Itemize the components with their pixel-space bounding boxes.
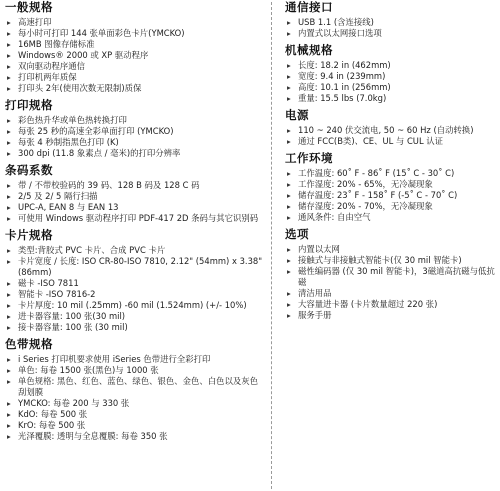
column-divider bbox=[271, 2, 272, 489]
spec-item: ▸ USB 1.1 (含连接线) bbox=[284, 17, 496, 28]
spec-item: ▸ 光泽覆膜: 透明与全息覆膜: 每卷 350 张 bbox=[4, 431, 266, 442]
spec-list bbox=[284, 17, 496, 39]
spec-item: ▸ 重量: 15.5 lbs (7.0kg) bbox=[284, 93, 496, 104]
spec-item: ▸ 接卡器容量: 100 张 (30 mil) bbox=[4, 322, 266, 333]
spec-item: ▸ 通过 FCC(B类)、CE、UL 与 CUL 认证 bbox=[284, 136, 496, 147]
left-column bbox=[4, 0, 266, 446]
spec-item: ▸ 高速打印 bbox=[4, 17, 266, 28]
section-title: 色带规格 bbox=[5, 337, 53, 351]
section-environment bbox=[284, 151, 496, 223]
spec-list bbox=[4, 354, 266, 442]
section-title: 通信接口 bbox=[285, 0, 333, 14]
section-ribbon bbox=[4, 337, 266, 442]
spec-item: ▸ KrO: 每卷 500 张 bbox=[4, 420, 266, 431]
spec-list bbox=[284, 168, 496, 223]
section-title: 电源 bbox=[285, 108, 309, 122]
spec-item: ▸ 工作温度: 60˚ F - 86˚ F (15˚ C - 30˚ C) bbox=[284, 168, 496, 179]
right-column bbox=[284, 0, 496, 325]
spec-item: ▸ 服务手册 bbox=[284, 310, 496, 321]
section-card bbox=[4, 228, 266, 333]
spec-item: ▸ 磁性编码器 (仅 30 mil 智能卡)，3磁道高抗磁与低抗磁 bbox=[284, 266, 496, 288]
spec-item: ▸ i Series 打印机要求使用 iSeries 色带进行全彩打印 bbox=[4, 354, 266, 365]
spec-item: ▸ 宽度: 9.4 in (239mm) bbox=[284, 71, 496, 82]
spec-item: ▸ 磁卡 -ISO 7811 bbox=[4, 278, 266, 289]
spec-item: ▸ 可使用 Windows 驱动程序打印 PDF-417 2D 条码与其它识别码 bbox=[4, 213, 266, 224]
spec-item: ▸ 单色规格: 黑色、红色、蓝色、绿色、银色、金色、白色以及灰色 刮划膜 bbox=[4, 376, 266, 398]
section-title: 条码系数 bbox=[5, 163, 53, 177]
spec-item: ▸ 接触式与非接触式智能卡(仅 30 mil 智能卡) bbox=[284, 255, 496, 266]
spec-item: ▸ 类型:背胶式 PVC 卡片、合成 PVC 卡片 bbox=[4, 245, 266, 256]
spec-item: ▸ 卡片厚度: 10 mil (.25mm) -60 mil (1.524mm) (+/- 10%) bbox=[4, 300, 266, 311]
spec-item: ▸ 双向驱动程序通信 bbox=[4, 61, 266, 72]
spec-item: ▸ 清洁用品 bbox=[284, 288, 496, 299]
spec-item: ▸ 打印机两年质保 bbox=[4, 72, 266, 83]
section-title: 工作环境 bbox=[285, 151, 333, 165]
spec-item: ▸ 工作湿度: 20% - 65%，无冷凝现象 bbox=[284, 179, 496, 190]
section-printing bbox=[4, 98, 266, 159]
spec-item: ▸ 通风条件: 自由空气 bbox=[284, 212, 496, 223]
spec-item: ▸ YMCKO: 每卷 200 与 330 张 bbox=[4, 398, 266, 409]
spec-list bbox=[284, 244, 496, 321]
spec-item: ▸ 内置式以太网接口选项 bbox=[284, 28, 496, 39]
spec-item: ▸ Windows® 2000 或 XP 驱动程序 bbox=[4, 50, 266, 61]
spec-item: ▸ 打印头 2年(使用次数无限制)质保 bbox=[4, 83, 266, 94]
section-title: 打印规格 bbox=[5, 98, 53, 112]
section-options bbox=[284, 227, 496, 321]
spec-item: ▸ 16MB 图像存储标准 bbox=[4, 39, 266, 50]
spec-item: ▸ 每小时可打印 144 张单面彩色卡片(YMCKO) bbox=[4, 28, 266, 39]
section-title: 一般规格 bbox=[5, 0, 53, 14]
spec-item: ▸ 2/5 及 2/ 5 隔行扫描 bbox=[4, 191, 266, 202]
spec-item: ▸ 储存湿度: 20% - 70%，无冷凝现象 bbox=[284, 201, 496, 212]
spec-item: ▸ 110 ~ 240 伏交流电, 50 ~ 60 Hz (自动转换) bbox=[284, 125, 496, 136]
spec-item: ▸ 单色: 每卷 1500 张(黑色)与 1000 张 bbox=[4, 365, 266, 376]
section-interface bbox=[284, 0, 496, 39]
section-title: 卡片规格 bbox=[5, 228, 53, 242]
spec-list bbox=[4, 245, 266, 333]
section-mechanical bbox=[284, 43, 496, 104]
spec-item: ▸ 每张 25 秒的高速全彩单面打印 (YMCKO) bbox=[4, 126, 266, 137]
spec-item: ▸ UPC-A, EAN 8 与 EAN 13 bbox=[4, 202, 266, 213]
section-title: 机械规格 bbox=[285, 43, 333, 57]
spec-item: ▸ 彩色热升华或单色热转换打印 bbox=[4, 115, 266, 126]
spec-item: ▸ 长度: 18.2 in (462mm) bbox=[284, 60, 496, 71]
spec-item: ▸ 高度: 10.1 in (256mm) bbox=[284, 82, 496, 93]
spec-list bbox=[4, 115, 266, 159]
section-power bbox=[284, 108, 496, 147]
spec-list bbox=[4, 180, 266, 224]
spec-item: ▸ KdO: 每卷 500 张 bbox=[4, 409, 266, 420]
spec-item: ▸ 进卡器容量: 100 张(30 mil) bbox=[4, 311, 266, 322]
spec-item: ▸ 大容量进卡器 (卡片数量超过 220 张) bbox=[284, 299, 496, 310]
section-title: 选项 bbox=[285, 227, 309, 241]
spec-list bbox=[284, 60, 496, 104]
section-general bbox=[4, 0, 266, 94]
spec-item: ▸ 储存温度: 23˚ F - 158˚ F (-5˚ C - 70˚ C) bbox=[284, 190, 496, 201]
spec-list bbox=[4, 17, 266, 94]
section-barcode bbox=[4, 163, 266, 224]
spec-item: ▸ 带 / 不带校验码的 39 码、128 B 码及 128 C 码 bbox=[4, 180, 266, 191]
spec-list bbox=[284, 125, 496, 147]
spec-item: ▸ 每张 4 秒制指黑色打印 (K) bbox=[4, 137, 266, 148]
spec-item: ▸ 智能卡 -ISO 7816-2 bbox=[4, 289, 266, 300]
spec-item: ▸ 内置以太网 bbox=[284, 244, 496, 255]
spec-item: ▸ 卡片宽度 / 长度: ISO CR-80-ISO 7810, 2.12" (54mm) x 3.38" (86mm) bbox=[4, 256, 266, 278]
spec-item: ▸ 300 dpi (11.8 象素点 / 毫米)的打印分辨率 bbox=[4, 148, 266, 159]
